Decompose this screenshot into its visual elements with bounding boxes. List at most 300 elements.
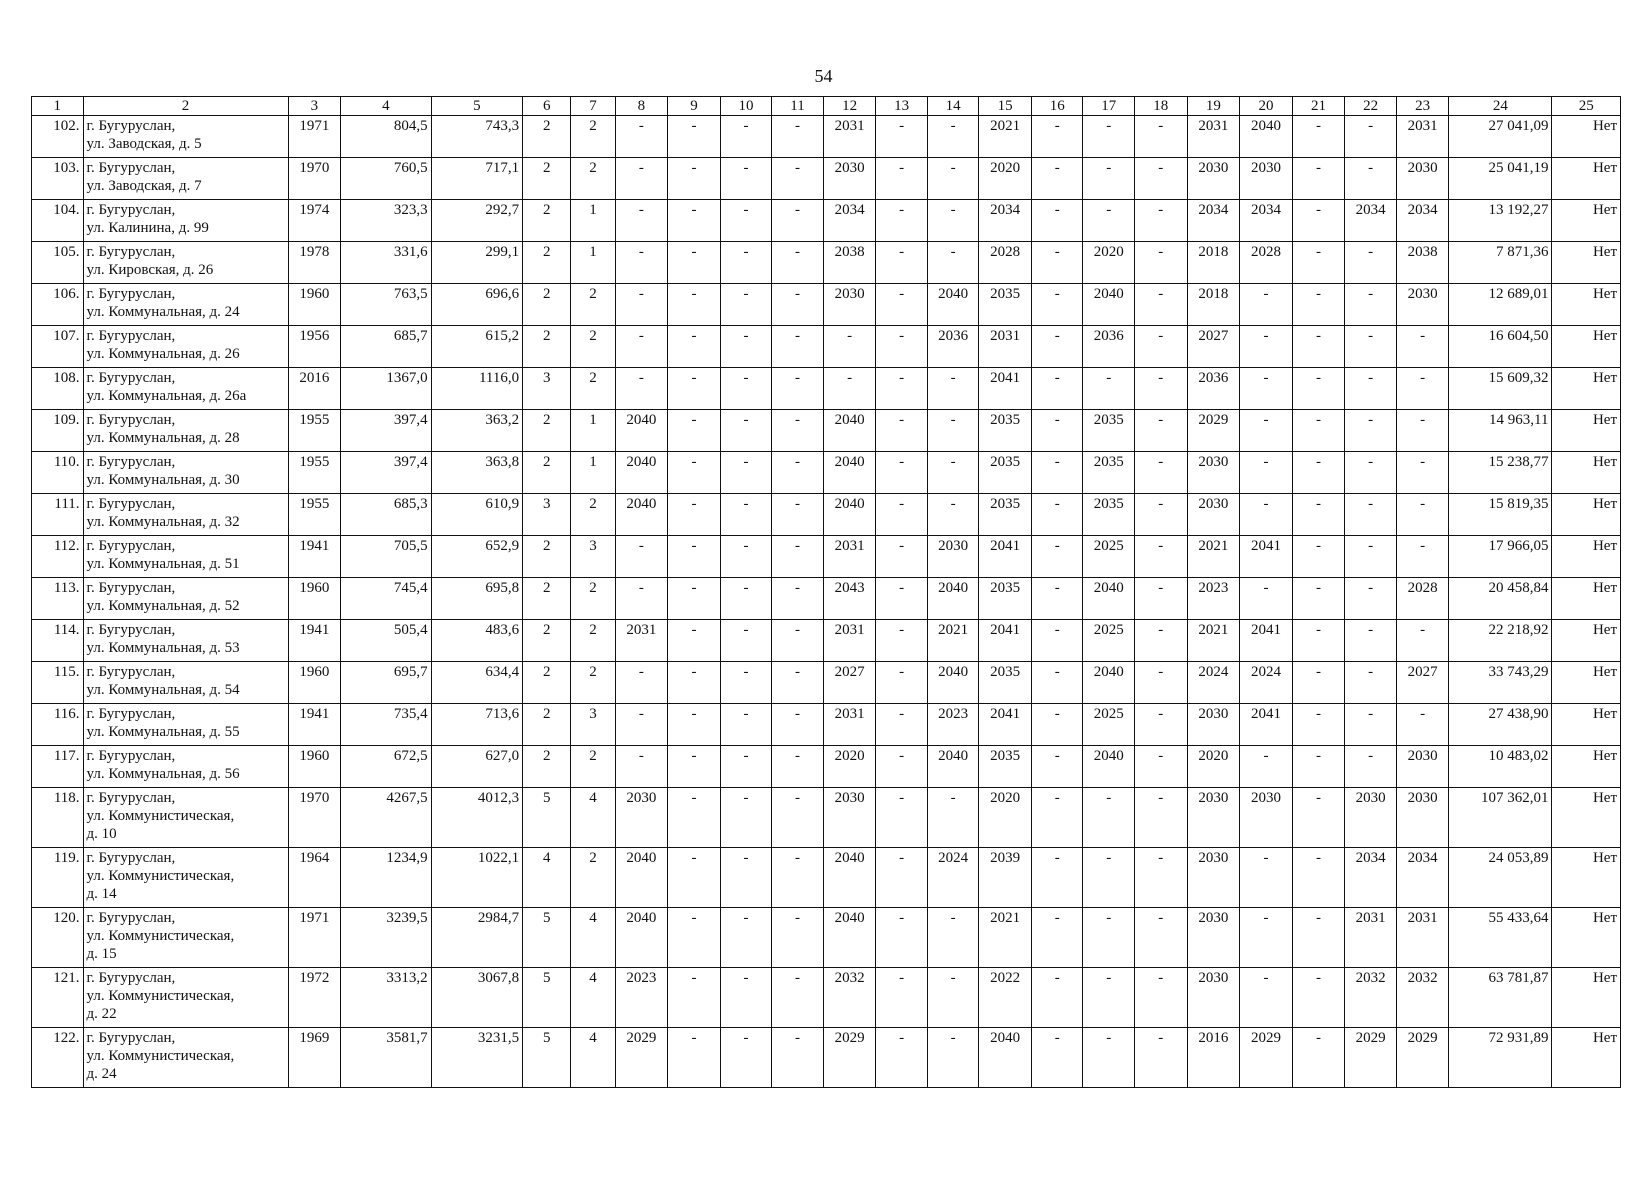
table-cell: - xyxy=(1135,368,1188,410)
table-cell: - xyxy=(772,116,824,158)
table-cell: - xyxy=(1292,536,1345,578)
status-cell: Нет xyxy=(1552,968,1621,1028)
table-cell: - xyxy=(720,116,772,158)
table-cell: - xyxy=(615,536,668,578)
table-cell: 2040 xyxy=(927,578,979,620)
cost-cell: 14 963,11 xyxy=(1449,410,1552,452)
table-cell: 2029 xyxy=(1187,410,1240,452)
table-cell: - xyxy=(720,200,772,242)
table-cell: - xyxy=(1031,368,1083,410)
table-cell: - xyxy=(1031,704,1083,746)
column-header: 2 xyxy=(83,97,288,116)
column-header: 8 xyxy=(615,97,668,116)
area-cell: 331,6 xyxy=(341,242,431,284)
status-cell: Нет xyxy=(1552,536,1621,578)
table-cell: 2 xyxy=(523,662,571,704)
table-cell: 1972 xyxy=(288,968,341,1028)
table-cell: - xyxy=(720,908,772,968)
table-cell: 2 xyxy=(571,494,615,536)
table-cell: - xyxy=(720,746,772,788)
table-cell: - xyxy=(927,368,979,410)
row-number-cell: 110. xyxy=(32,452,84,494)
row-number-cell: 104. xyxy=(32,200,84,242)
table-cell: - xyxy=(772,536,824,578)
table-cell: 2040 xyxy=(1083,746,1135,788)
table-cell: 2 xyxy=(523,410,571,452)
table-cell: - xyxy=(772,410,824,452)
status-cell: Нет xyxy=(1552,848,1621,908)
table-cell: 2020 xyxy=(979,788,1032,848)
table-cell: - xyxy=(720,158,772,200)
table-cell: 2016 xyxy=(288,368,341,410)
table-cell: - xyxy=(772,968,824,1028)
table-cell: 2 xyxy=(523,242,571,284)
column-header: 10 xyxy=(720,97,772,116)
table-cell: - xyxy=(720,536,772,578)
table-cell: - xyxy=(1292,968,1345,1028)
table-cell: 2 xyxy=(571,746,615,788)
cost-cell: 16 604,50 xyxy=(1449,326,1552,368)
table-cell: 2027 xyxy=(823,662,876,704)
table-cell: - xyxy=(1240,368,1293,410)
row-number-cell: 108. xyxy=(32,368,84,410)
area-cell: 4267,5 xyxy=(341,788,431,848)
area-cell: 483,6 xyxy=(431,620,522,662)
table-cell: - xyxy=(668,284,721,326)
table-cell: - xyxy=(1345,620,1397,662)
table-cell: - xyxy=(1292,746,1345,788)
table-cell: - xyxy=(1135,452,1188,494)
table-cell: 2 xyxy=(571,116,615,158)
address-cell: г. Бугуруслан, ул. Коммунальная, д. 32 xyxy=(83,494,288,536)
table-cell: - xyxy=(772,1028,824,1088)
table-cell: - xyxy=(772,326,824,368)
table-cell: - xyxy=(1135,200,1188,242)
table-cell: - xyxy=(772,368,824,410)
table-cell: 1 xyxy=(571,242,615,284)
table-cell: - xyxy=(1292,200,1345,242)
table-cell: - xyxy=(1135,1028,1188,1088)
table-cell: - xyxy=(615,662,668,704)
table-cell: 4 xyxy=(523,848,571,908)
table-cell: 2034 xyxy=(979,200,1032,242)
table-cell: - xyxy=(668,908,721,968)
table-row xyxy=(32,242,1621,284)
area-cell: 695,8 xyxy=(431,578,522,620)
table-cell: - xyxy=(927,242,979,284)
table-cell: 2030 xyxy=(1345,788,1397,848)
table-cell: - xyxy=(927,200,979,242)
table-cell: 2035 xyxy=(979,494,1032,536)
table-cell: - xyxy=(668,452,721,494)
table-cell: 2029 xyxy=(1396,1028,1449,1088)
table-cell: 2031 xyxy=(615,620,668,662)
column-header: 25 xyxy=(1552,97,1621,116)
table-cell: 1955 xyxy=(288,452,341,494)
area-cell: 763,5 xyxy=(341,284,431,326)
column-header: 5 xyxy=(431,97,522,116)
table-cell: - xyxy=(1345,536,1397,578)
table-cell: 2036 xyxy=(927,326,979,368)
column-header: 15 xyxy=(979,97,1032,116)
table-cell: 2034 xyxy=(1345,848,1397,908)
table-cell: - xyxy=(1292,326,1345,368)
table-row xyxy=(32,662,1621,704)
table-cell: - xyxy=(1345,158,1397,200)
table-row xyxy=(32,158,1621,200)
row-number-cell: 105. xyxy=(32,242,84,284)
table-cell: - xyxy=(1345,662,1397,704)
table-cell: 2030 xyxy=(1187,452,1240,494)
area-cell: 363,8 xyxy=(431,452,522,494)
table-cell: 2 xyxy=(523,620,571,662)
table-cell: - xyxy=(668,848,721,908)
table-cell: 2030 xyxy=(1240,158,1293,200)
table-cell: - xyxy=(876,1028,928,1088)
table-cell: - xyxy=(876,410,928,452)
table-cell: 3 xyxy=(571,704,615,746)
row-number-cell: 118. xyxy=(32,788,84,848)
table-cell: 2032 xyxy=(823,968,876,1028)
table-cell: 2030 xyxy=(1187,848,1240,908)
table-cell: - xyxy=(1345,494,1397,536)
address-cell: г. Бугуруслан, ул. Коммунистическая, д. 24 xyxy=(83,1028,288,1088)
table-cell: - xyxy=(876,242,928,284)
table-cell: 1941 xyxy=(288,704,341,746)
table-cell: 2025 xyxy=(1083,620,1135,662)
table-cell: - xyxy=(1135,908,1188,968)
table-cell: 2040 xyxy=(615,908,668,968)
table-cell: 2 xyxy=(523,284,571,326)
table-cell: 2030 xyxy=(1187,908,1240,968)
table-cell: - xyxy=(1396,536,1449,578)
area-cell: 505,4 xyxy=(341,620,431,662)
table-cell: 2043 xyxy=(823,578,876,620)
address-cell: г. Бугуруслан, ул. Коммунальная, д. 28 xyxy=(83,410,288,452)
column-header: 17 xyxy=(1083,97,1135,116)
table-cell: - xyxy=(1031,326,1083,368)
table-cell: 2034 xyxy=(1240,200,1293,242)
area-cell: 615,2 xyxy=(431,326,522,368)
table-cell: - xyxy=(1031,788,1083,848)
table-body xyxy=(32,116,1621,1088)
table-cell: - xyxy=(1240,410,1293,452)
table-cell: - xyxy=(668,968,721,1028)
table-cell: 2040 xyxy=(823,848,876,908)
table-cell: - xyxy=(1031,410,1083,452)
table-cell: 2029 xyxy=(1345,1028,1397,1088)
table-cell: - xyxy=(927,1028,979,1088)
table-cell: 2021 xyxy=(927,620,979,662)
table-cell: 4 xyxy=(571,1028,615,1088)
table-cell: 2036 xyxy=(1187,368,1240,410)
row-number-cell: 117. xyxy=(32,746,84,788)
address-cell: г. Бугуруслан, ул. Коммунистическая, д. 15 xyxy=(83,908,288,968)
table-cell: 2041 xyxy=(1240,704,1293,746)
column-header: 23 xyxy=(1396,97,1449,116)
table-cell: - xyxy=(1240,968,1293,1028)
table-cell: 4 xyxy=(571,908,615,968)
column-header: 3 xyxy=(288,97,341,116)
table-cell: 2030 xyxy=(1187,788,1240,848)
table-cell: 2034 xyxy=(1187,200,1240,242)
address-cell: г. Бугуруслан, ул. Коммунальная, д. 52 xyxy=(83,578,288,620)
row-number-cell: 103. xyxy=(32,158,84,200)
table-cell: - xyxy=(615,578,668,620)
table-cell: 1964 xyxy=(288,848,341,908)
area-cell: 627,0 xyxy=(431,746,522,788)
table-row xyxy=(32,1028,1621,1088)
area-cell: 1367,0 xyxy=(341,368,431,410)
table-cell: - xyxy=(876,620,928,662)
table-cell: 4 xyxy=(571,788,615,848)
column-header: 7 xyxy=(571,97,615,116)
table-cell: 2039 xyxy=(979,848,1032,908)
table-cell: 1956 xyxy=(288,326,341,368)
table-row xyxy=(32,746,1621,788)
table-cell: - xyxy=(1396,494,1449,536)
table-cell: - xyxy=(1135,848,1188,908)
table-cell: 2035 xyxy=(979,284,1032,326)
area-cell: 292,7 xyxy=(431,200,522,242)
table-cell: 2034 xyxy=(1396,848,1449,908)
row-number-cell: 107. xyxy=(32,326,84,368)
table-cell: 2 xyxy=(571,326,615,368)
table-cell: - xyxy=(1345,410,1397,452)
table-cell: 2 xyxy=(571,158,615,200)
table-cell: 2040 xyxy=(615,848,668,908)
table-cell: 2021 xyxy=(979,908,1032,968)
status-cell: Нет xyxy=(1552,284,1621,326)
table-cell: - xyxy=(668,242,721,284)
table-cell: - xyxy=(1135,494,1188,536)
table-cell: - xyxy=(668,704,721,746)
table-cell: - xyxy=(1292,788,1345,848)
address-cell: г. Бугуруслан, ул. Коммунальная, д. 24 xyxy=(83,284,288,326)
table-cell: 2 xyxy=(523,536,571,578)
table-row xyxy=(32,200,1621,242)
area-cell: 634,4 xyxy=(431,662,522,704)
table-row xyxy=(32,116,1621,158)
table-cell: 2030 xyxy=(1240,788,1293,848)
row-number-cell: 119. xyxy=(32,848,84,908)
area-cell: 610,9 xyxy=(431,494,522,536)
table-cell: - xyxy=(1031,494,1083,536)
table-cell: 2027 xyxy=(1187,326,1240,368)
table-cell: 2018 xyxy=(1187,242,1240,284)
table-cell: - xyxy=(1083,200,1135,242)
table-cell: 1971 xyxy=(288,908,341,968)
table-cell: - xyxy=(720,620,772,662)
table-cell: 2040 xyxy=(823,908,876,968)
table-cell: - xyxy=(1135,746,1188,788)
table-cell: - xyxy=(1135,620,1188,662)
table-cell: - xyxy=(1135,578,1188,620)
table-cell: - xyxy=(772,494,824,536)
table-cell: 2023 xyxy=(1187,578,1240,620)
table-cell: 2030 xyxy=(1187,968,1240,1028)
column-header: 4 xyxy=(341,97,431,116)
address-cell: г. Бугуруслан, ул. Калинина, д. 99 xyxy=(83,200,288,242)
table-cell: - xyxy=(1396,704,1449,746)
table-cell: - xyxy=(876,662,928,704)
cost-cell: 107 362,01 xyxy=(1449,788,1552,848)
table-cell: - xyxy=(720,704,772,746)
table-cell: 2041 xyxy=(1240,536,1293,578)
table-cell: - xyxy=(1135,116,1188,158)
table-cell: - xyxy=(1083,116,1135,158)
table-cell: 2 xyxy=(571,662,615,704)
table-cell: - xyxy=(1135,536,1188,578)
table-cell: 2031 xyxy=(823,116,876,158)
table-cell: 2024 xyxy=(1187,662,1240,704)
status-cell: Нет xyxy=(1552,788,1621,848)
row-number-cell: 106. xyxy=(32,284,84,326)
table-cell: - xyxy=(668,410,721,452)
area-cell: 3581,7 xyxy=(341,1028,431,1088)
table-cell: - xyxy=(1083,788,1135,848)
address-cell: г. Бугуруслан, ул. Коммунальная, д. 55 xyxy=(83,704,288,746)
table-cell: - xyxy=(772,242,824,284)
area-cell: 397,4 xyxy=(341,452,431,494)
table-cell: - xyxy=(615,704,668,746)
area-cell: 760,5 xyxy=(341,158,431,200)
column-header: 21 xyxy=(1292,97,1345,116)
table-cell: - xyxy=(772,704,824,746)
address-cell: г. Бугуруслан, ул. Кировская, д. 26 xyxy=(83,242,288,284)
area-cell: 745,4 xyxy=(341,578,431,620)
area-cell: 397,4 xyxy=(341,410,431,452)
table-cell: - xyxy=(772,746,824,788)
cost-cell: 27 041,09 xyxy=(1449,116,1552,158)
area-cell: 717,1 xyxy=(431,158,522,200)
area-cell: 713,6 xyxy=(431,704,522,746)
table-cell: 2040 xyxy=(615,494,668,536)
table-cell: 2040 xyxy=(1083,578,1135,620)
table-cell: - xyxy=(1083,368,1135,410)
table-cell: - xyxy=(615,200,668,242)
table-cell: 2036 xyxy=(1083,326,1135,368)
table-cell: - xyxy=(1396,326,1449,368)
table-cell: 2031 xyxy=(1396,908,1449,968)
table-cell: - xyxy=(1135,284,1188,326)
table-cell: - xyxy=(876,326,928,368)
table-cell: - xyxy=(823,368,876,410)
table-cell: 2041 xyxy=(979,368,1032,410)
table-cell: 2030 xyxy=(615,788,668,848)
table-cell: - xyxy=(720,968,772,1028)
table-cell: - xyxy=(615,116,668,158)
table-cell: - xyxy=(720,662,772,704)
cost-cell: 24 053,89 xyxy=(1449,848,1552,908)
table-cell: - xyxy=(720,848,772,908)
table-cell: 2031 xyxy=(823,620,876,662)
table-cell: - xyxy=(772,908,824,968)
table-cell: 2035 xyxy=(1083,494,1135,536)
status-cell: Нет xyxy=(1552,1028,1621,1088)
table-cell: 2040 xyxy=(1240,116,1293,158)
table-cell: - xyxy=(1135,788,1188,848)
row-number-cell: 113. xyxy=(32,578,84,620)
table-cell: - xyxy=(772,788,824,848)
table-cell: - xyxy=(1240,908,1293,968)
table-cell: 2041 xyxy=(979,704,1032,746)
table-cell: 2035 xyxy=(1083,410,1135,452)
table-cell: - xyxy=(1031,200,1083,242)
table-cell: 2030 xyxy=(1396,788,1449,848)
table-cell: - xyxy=(1135,968,1188,1028)
table-cell: 2030 xyxy=(1396,284,1449,326)
table-cell: 2016 xyxy=(1187,1028,1240,1088)
table-cell: 2041 xyxy=(979,536,1032,578)
table-cell: 2040 xyxy=(927,662,979,704)
area-cell: 705,5 xyxy=(341,536,431,578)
cost-cell: 13 192,27 xyxy=(1449,200,1552,242)
column-header: 20 xyxy=(1240,97,1293,116)
table-cell: 2031 xyxy=(1187,116,1240,158)
table-cell: 2031 xyxy=(823,536,876,578)
table-cell: - xyxy=(1135,158,1188,200)
table-cell: - xyxy=(668,200,721,242)
address-cell: г. Бугуруслан, ул. Коммунальная, д. 51 xyxy=(83,536,288,578)
table-cell: - xyxy=(668,788,721,848)
status-cell: Нет xyxy=(1552,746,1621,788)
table-cell: - xyxy=(1240,494,1293,536)
column-header: 13 xyxy=(876,97,928,116)
table-cell: 2034 xyxy=(1345,200,1397,242)
column-header: 16 xyxy=(1031,97,1083,116)
table-cell: - xyxy=(1396,452,1449,494)
table-cell: 1 xyxy=(571,200,615,242)
table-cell: 2030 xyxy=(823,788,876,848)
table-cell: - xyxy=(1031,968,1083,1028)
table-cell: - xyxy=(1292,284,1345,326)
table-cell: - xyxy=(927,116,979,158)
row-number-cell: 112. xyxy=(32,536,84,578)
row-number-cell: 111. xyxy=(32,494,84,536)
table-cell: 2 xyxy=(523,452,571,494)
row-number-cell: 120. xyxy=(32,908,84,968)
table-cell: 2031 xyxy=(823,704,876,746)
table-cell: 2 xyxy=(571,620,615,662)
table-cell: 2035 xyxy=(979,452,1032,494)
table-cell: - xyxy=(1292,116,1345,158)
table-cell: 2 xyxy=(571,578,615,620)
row-number-cell: 115. xyxy=(32,662,84,704)
address-cell: г. Бугуруслан, ул. Коммунальная, д. 53 xyxy=(83,620,288,662)
column-header: 6 xyxy=(523,97,571,116)
table-row xyxy=(32,452,1621,494)
table-cell: - xyxy=(876,494,928,536)
table-cell: - xyxy=(876,908,928,968)
table-cell: - xyxy=(772,848,824,908)
table-cell: 2023 xyxy=(615,968,668,1028)
table-cell: 2041 xyxy=(1240,620,1293,662)
address-cell: г. Бугуруслан, ул. Коммунистическая, д. 10 xyxy=(83,788,288,848)
table-cell: 5 xyxy=(523,968,571,1028)
row-number-cell: 114. xyxy=(32,620,84,662)
area-cell: 735,4 xyxy=(341,704,431,746)
table-cell: - xyxy=(1396,368,1449,410)
table-cell: - xyxy=(1292,452,1345,494)
table-cell: - xyxy=(876,968,928,1028)
table-cell: - xyxy=(615,242,668,284)
table-cell: - xyxy=(927,968,979,1028)
cost-cell: 15 609,32 xyxy=(1449,368,1552,410)
row-number-cell: 116. xyxy=(32,704,84,746)
table-cell: 1960 xyxy=(288,284,341,326)
table-cell: - xyxy=(772,200,824,242)
